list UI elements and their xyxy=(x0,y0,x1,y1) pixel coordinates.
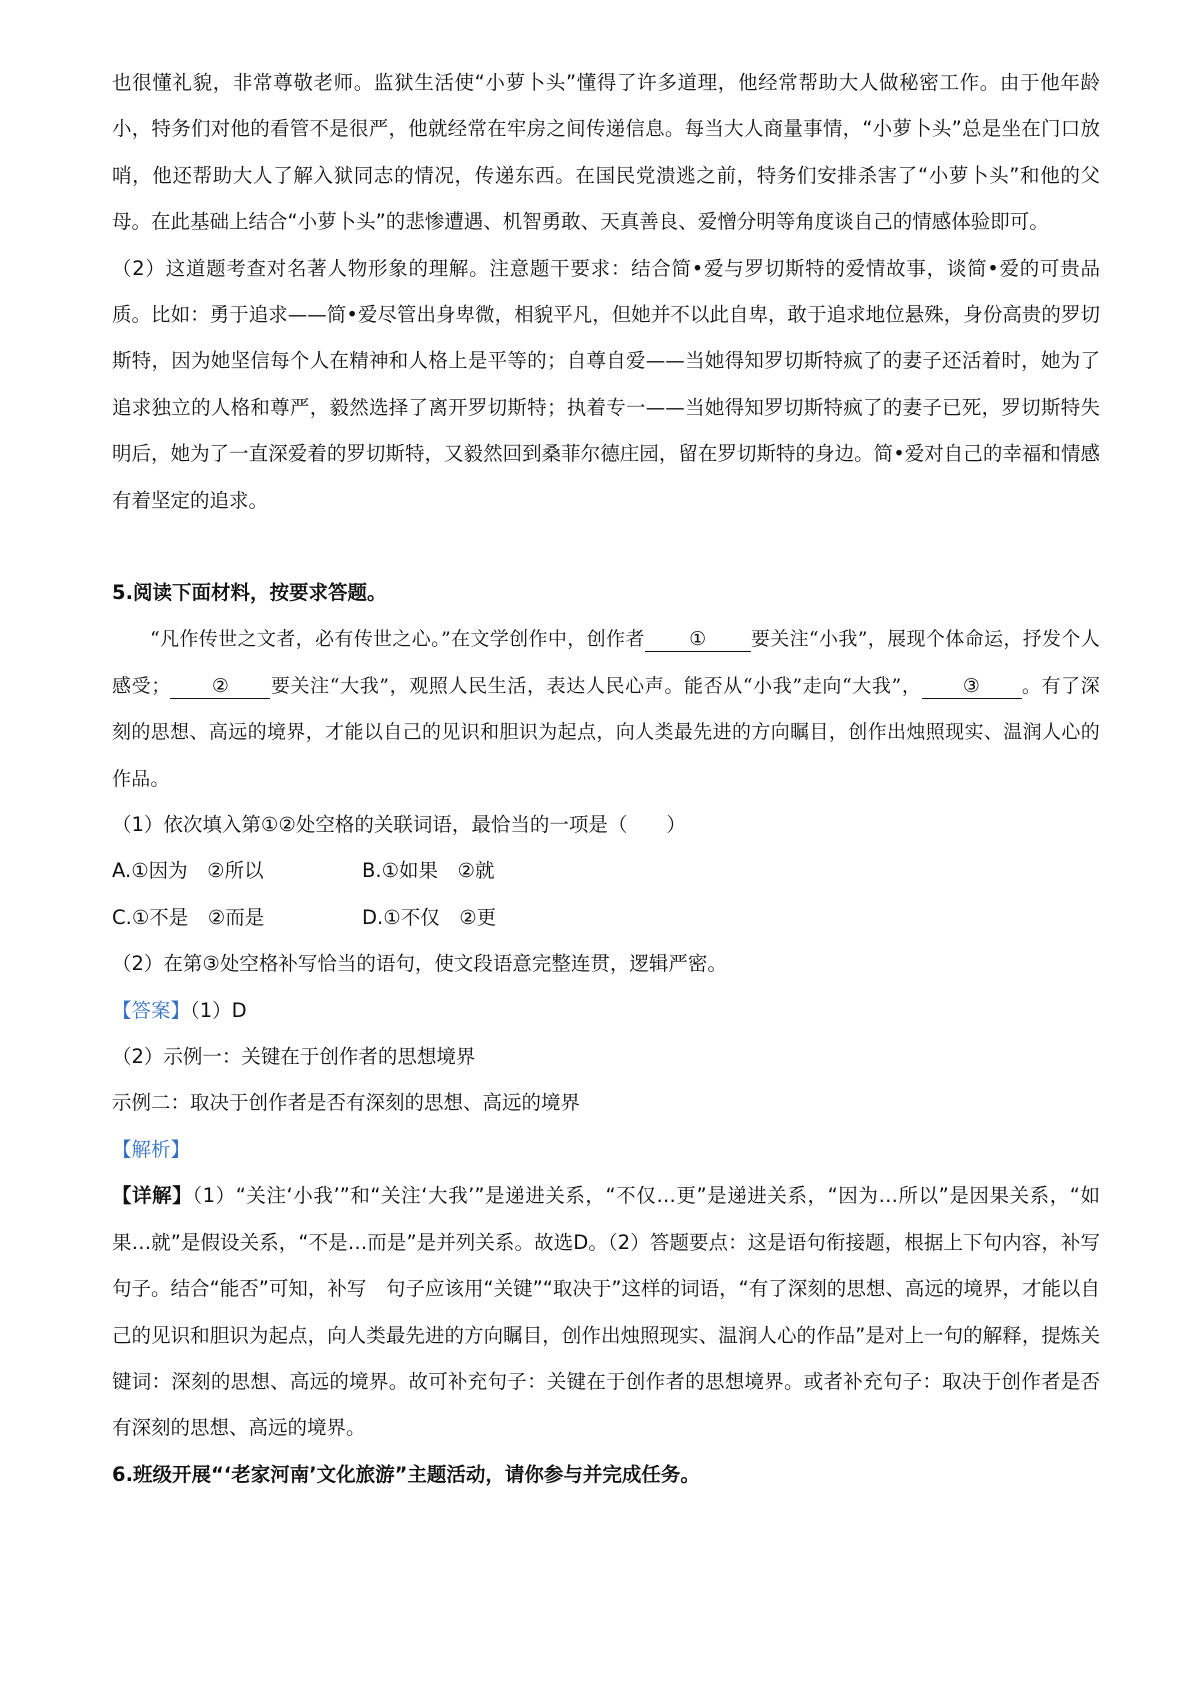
blank-1: ① xyxy=(645,627,751,652)
blank-3: ③ xyxy=(922,674,1022,699)
q5-heading: 5.阅读下面材料，按要求答题。 xyxy=(112,581,387,604)
options-row-1 xyxy=(112,848,1100,894)
passage-part-1: “凡作传世之文者，必有传世之心。”在文学创作中，创作者 xyxy=(150,628,645,651)
answer-tag: 【答案】 xyxy=(112,998,191,1022)
detail-text: （1）“关注‘小我’”和“关注‘大我’”是递进关系，“不仅…更”是递进关系，“因为…所以”是因果关系，“如果…就”是假设关系，“不是…而是”是并列关系。故选D。（2）答题要点：这是语句衔接题，根据上下句内容，补写句子。结合“能否”可知，补写 句子应该用“关键”“取决于”这样的词语，“有了深刻的思想、高远的境界，才能以自己的见识和胆识为起点，向人类最先进的方向瞩目，创作出烛照现实、温润人心的作品”是对上一句的解释，提炼关键词：深刻的思想、高远的境界。故可补充句子：关键在于创作者的思想境界。或者补充句子：取决于创作者是否有深刻的思想、高远的境界。 xyxy=(112,1184,1100,1440)
option-d: D.①不仅 ②更 xyxy=(362,905,497,929)
answer-line-1 xyxy=(112,988,1100,1034)
question-5 xyxy=(112,570,1100,1498)
option-b: B.①如果 ②就 xyxy=(362,859,495,883)
answer-line-3: 示例二：取决于创作者是否有深刻的思想、高远的境界 xyxy=(112,1091,581,1115)
q6-heading: 6.班级开展“‘老家河南’文化旅游”主题活动，请你参与并完成任务。 xyxy=(112,1462,700,1486)
passage-part-2: 要关注“小我”，展现个体命运，抒发个人感受； xyxy=(112,628,1100,697)
passage-part-4: 。有了深刻的思想、高远的境界，才能以自己的见识和胆识为起点，向人类最先进的方向瞩目，创作出烛照现实、温润人心的作品。 xyxy=(112,674,1100,790)
detail-tag: 【详解】 xyxy=(112,1184,193,1208)
passage-part-3: 要关注“大我”，观照人民生活，表达人民心声。能否从“小我”走向“大我”， xyxy=(270,674,922,697)
answer-line-2: （2）示例一：关键在于创作者的思想境界 xyxy=(112,1045,476,1069)
option-a: A.①因为 ②所以 xyxy=(112,859,264,883)
analysis-tag: 【解析】 xyxy=(112,1137,191,1161)
q5-passage xyxy=(112,616,1100,802)
q4-analysis-paragraph-1: 也很懂礼貌，非常尊敬老师。监狱生活使“小萝卜头”懂得了许多道理，他经常帮助大人做秘密工作。由于他年龄小，特务们对他的看管不是很严，他就经常在牢房之间传递信息。每当大人商量事情，“小萝卜头”总是坐在门口放哨，他还帮助大人了解入狱同志的情况，传递东西。在国民党溃逃之前，特务们安排杀害了“小萝卜头”和他的父母。在此基础上结合“小萝卜头”的悲惨遭遇、机智勇敢、天真善良、爱憎分明等角度谈自己的情感体验即可。 xyxy=(112,71,1100,234)
options-row-2 xyxy=(112,895,1100,941)
q4-analysis-paragraph-2: （2）这道题考查对名著人物形象的理解。注意题干要求：结合简•爱与罗切斯特的爱情故事，谈简•爱的可贵品质。比如：勇于追求——简•爱尽管出身卑微，相貌平凡，但她并不以此自卑，敢于追求地位悬殊，身份高贵的罗切斯特，因为她坚信每个人在精神和人格上是平等的；自尊自爱——当她得知罗切斯特疯了的妻子还活着时，她为了追求独立的人格和尊严，毅然选择了离开罗切斯特；执着专一——当她得知罗切斯特疯了的妻子已死，罗切斯特失明后，她为了一直深爱着的罗切斯特，又毅然回到桑菲尔德庄园，留在罗切斯特的身边。简•爱对自己的幸福和情感有着坚定的追求。 xyxy=(112,256,1100,512)
detail-paragraph xyxy=(112,1173,1100,1451)
option-c: C.①不是 ②而是 xyxy=(112,905,265,929)
q5-subquestion-1: （1）依次填入第①②处空格的关联词语，最恰当的一项是（ ） xyxy=(112,813,686,837)
analysis-line xyxy=(112,1127,1100,1173)
q5-subquestion-2: （2）在第③处空格补写恰当的语句，使文段语意完整连贯，逻辑严密。 xyxy=(112,952,727,976)
q4-continued xyxy=(112,60,1100,524)
blank-2: ② xyxy=(170,674,270,699)
answer-text: （1）D xyxy=(190,998,247,1022)
